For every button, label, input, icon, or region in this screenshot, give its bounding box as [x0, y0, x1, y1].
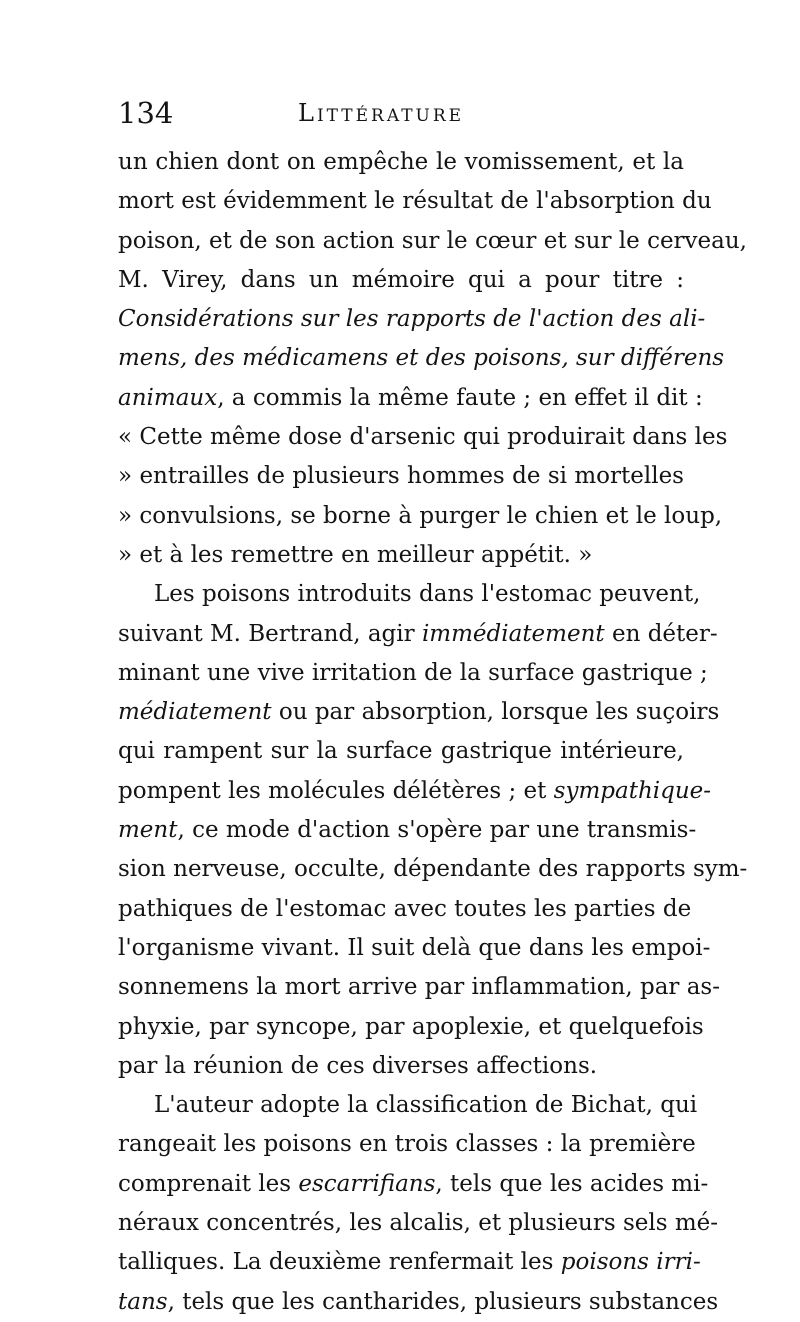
text-segment: , tels que les acides mi-: [435, 1170, 709, 1197]
text-line: [118, 222, 747, 261]
text-line: [118, 1047, 684, 1086]
text-segment: , tels que les cantharides, plusieurs substances: [167, 1288, 719, 1315]
text-line: [118, 772, 712, 811]
text-segment: poison, et de son action sur le cœur et sur le cerveau,: [118, 227, 747, 254]
italic-segment: poisons irri-: [560, 1249, 701, 1276]
italic-segment: animaux: [118, 384, 218, 411]
text-segment: « Cette même dose d'arsenic qui produirait dans les: [118, 424, 728, 451]
text-segment: L'auteur adopte la classification de Bichat, qui: [154, 1092, 698, 1119]
text-segment: Les poisons introduits dans l'estomac peuvent,: [154, 581, 701, 608]
text-segment: néraux concentrés, les alcalis, et plusieurs sels mé-: [118, 1210, 719, 1237]
text-line: [118, 1008, 704, 1047]
text-segment: , a commis la même faute ; en effet il dit :: [217, 384, 703, 411]
italic-segment: tans: [118, 1288, 168, 1315]
body-text: [118, 143, 748, 1322]
text-line: [118, 457, 684, 496]
italic-segment: médiatement: [118, 699, 272, 726]
text-segment: qui rampent sur la surface gastrique intérieure,: [118, 738, 684, 765]
page-header: [118, 96, 684, 130]
text-segment: » entrailles de plusieurs hommes de si mortelles: [118, 463, 684, 490]
text-segment: mort est évidemment le résultat de l'absorption du: [118, 188, 712, 215]
text-segment: talliques. La deuxième renfermait les: [118, 1249, 561, 1276]
text-line: [118, 615, 718, 654]
text-segment: suivant M. Bertrand, agir: [118, 620, 422, 647]
text-line: [118, 732, 684, 771]
text-segment: pathiques de l'estomac avec toutes les parties de: [118, 895, 692, 922]
text-segment: , ce mode d'action s'opère par une transmis-: [177, 817, 697, 844]
text-line: [118, 890, 692, 929]
italic-segment: Considérations sur les rapports de l'action des ali-: [118, 306, 706, 333]
text-segment: l'organisme vivant. Il suit delà que dans les empoi-: [118, 934, 711, 961]
text-line: [118, 811, 697, 850]
italic-segment: escarrifians: [298, 1170, 436, 1197]
text-line: [118, 654, 708, 693]
text-line: [118, 261, 684, 300]
text-line: [118, 1204, 719, 1243]
text-segment: M. Virey, dans un mémoire qui a pour titre :: [118, 266, 684, 293]
text-line: [118, 1086, 698, 1125]
italic-segment: ment: [118, 817, 178, 844]
text-segment: minant une vive irritation de la surface gastrique ;: [118, 659, 708, 686]
text-line: [118, 182, 712, 221]
running-head: Littérature: [298, 99, 465, 127]
italic-segment: mens, des médicamens et des poisons, sur différens: [118, 345, 725, 372]
text-line: [118, 1283, 719, 1322]
text-segment: » et à les remettre en meilleur appétit. »: [118, 541, 593, 568]
text-line: [118, 968, 720, 1007]
text-line: [118, 850, 748, 889]
text-segment: pompent les molécules délétères ; et: [118, 777, 554, 804]
text-line: [118, 536, 684, 575]
text-line: [118, 575, 701, 614]
italic-segment: immédiatement: [421, 620, 605, 647]
text-line: [118, 379, 703, 418]
text-segment: un chien dont on empêche le vomissement, et la: [118, 149, 684, 175]
text-line: [118, 1165, 709, 1204]
text-line: [118, 693, 720, 732]
text-line: [118, 1243, 701, 1282]
text-line: [118, 300, 706, 339]
text-line: [118, 143, 684, 182]
text-line: [118, 929, 711, 968]
text-segment: en déter-: [604, 620, 718, 647]
text-line: [118, 339, 725, 378]
text-segment: rangeait les poisons en trois classes : la première: [118, 1131, 696, 1158]
text-segment: phyxie, par syncope, par apoplexie, et quelquefois: [118, 1013, 704, 1040]
text-segment: sion nerveuse, occulte, dépendante des rapports sym-: [118, 856, 748, 883]
text-line: [118, 1125, 696, 1164]
text-segment: comprenait les: [118, 1170, 299, 1197]
text-segment: ou par absorption, lorsque les suçoirs: [271, 699, 720, 726]
text-segment: sonnemens la mort arrive par inflammation, par as-: [118, 974, 720, 1001]
page-number: 134: [118, 96, 174, 130]
text-segment: par la réunion de ces diverses affections.: [118, 1052, 598, 1079]
text-segment: » convulsions, se borne à purger le chien et le loup,: [118, 502, 723, 529]
text-line: [118, 497, 723, 536]
italic-segment: sympathique-: [553, 777, 712, 804]
text-line: [118, 418, 728, 457]
